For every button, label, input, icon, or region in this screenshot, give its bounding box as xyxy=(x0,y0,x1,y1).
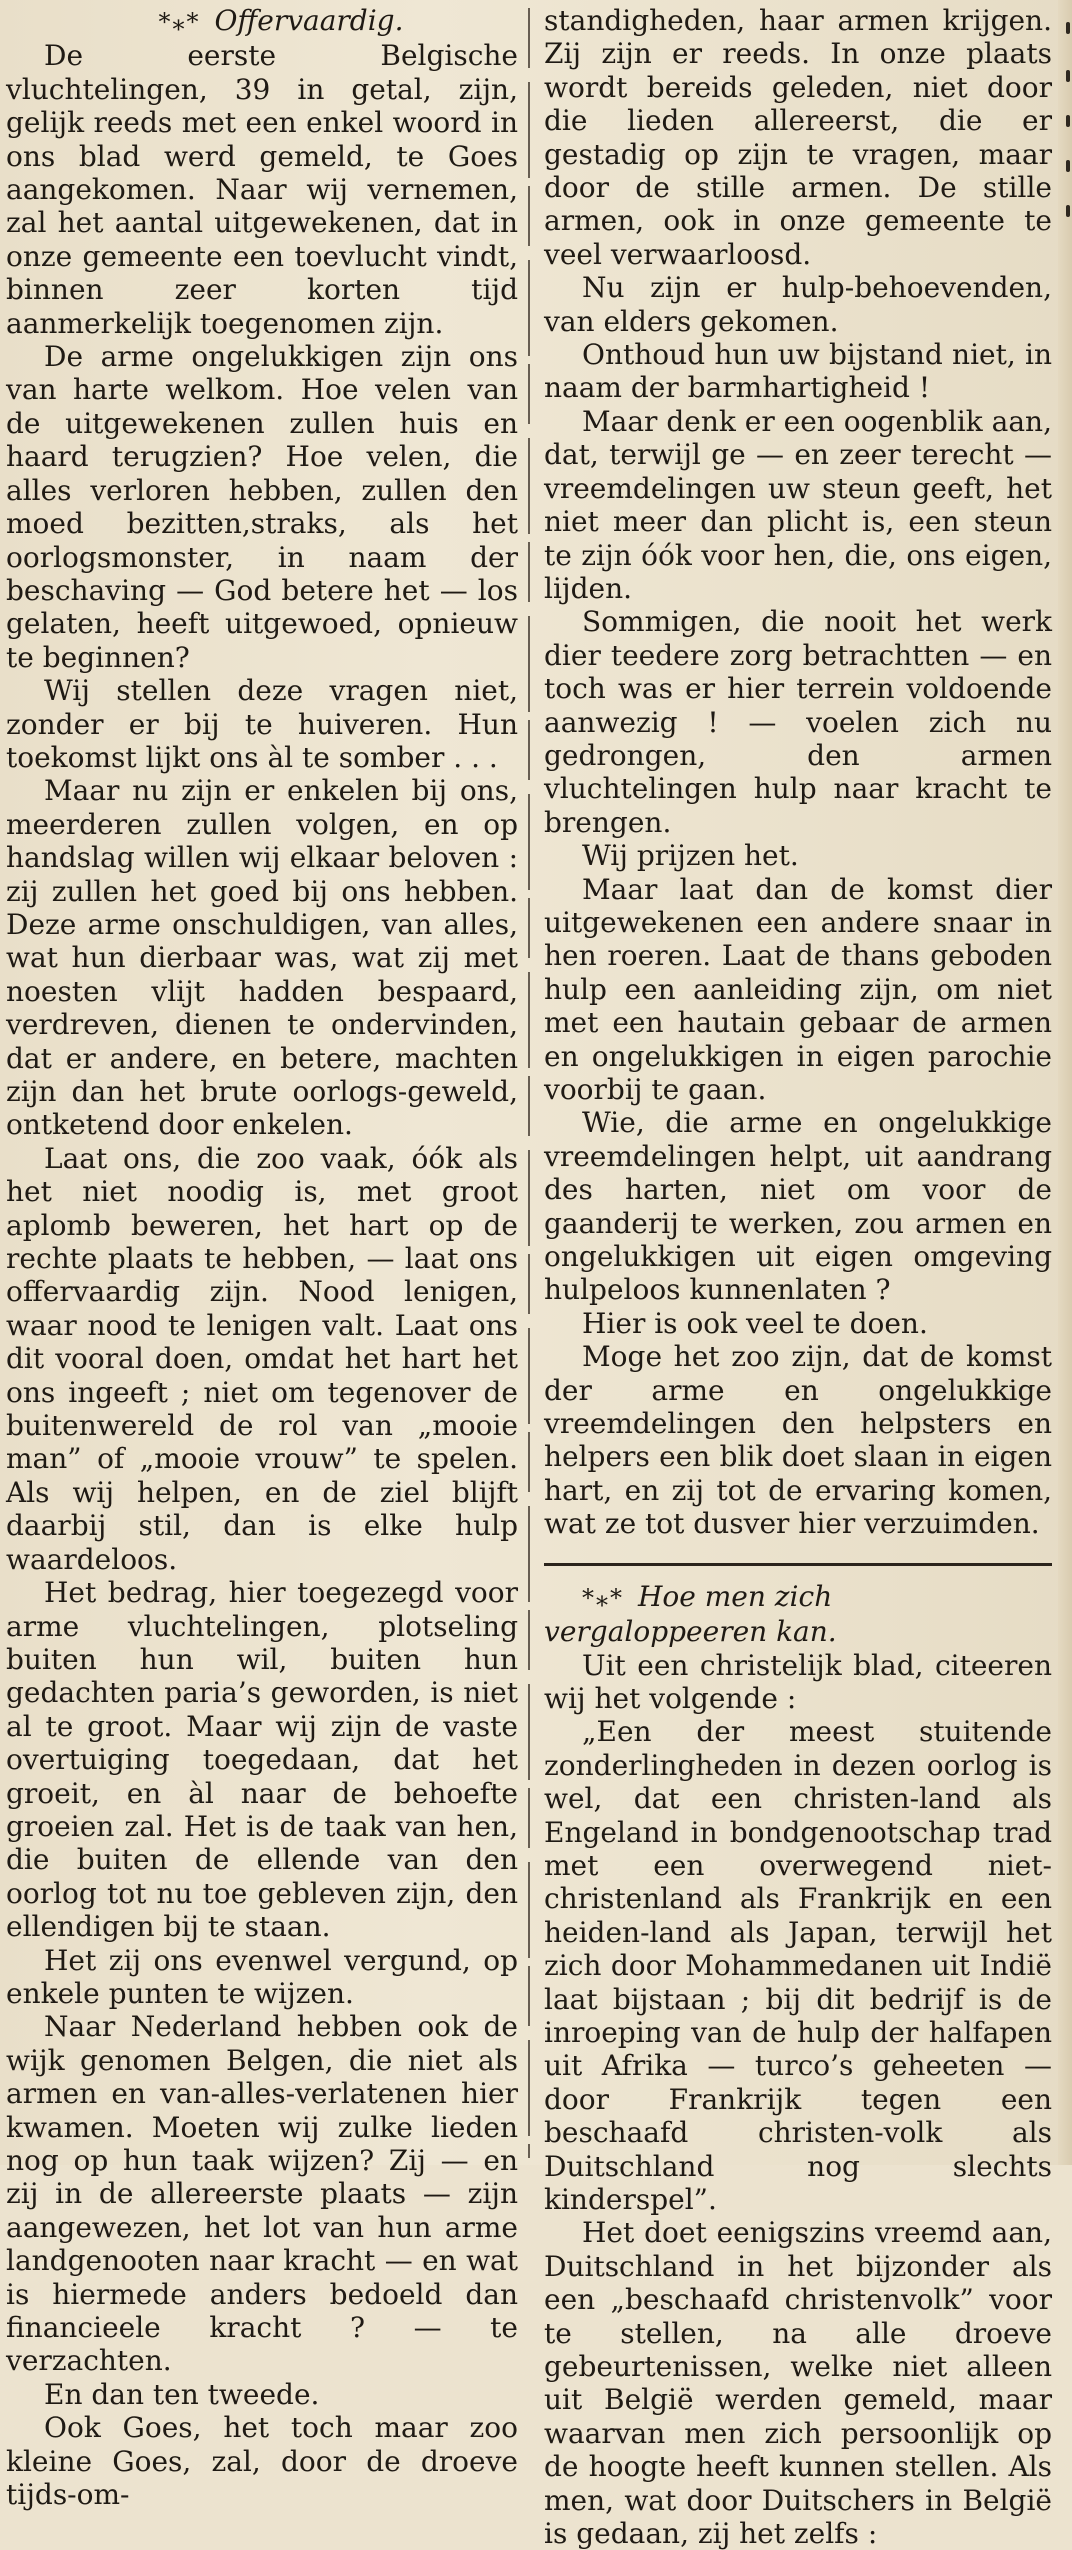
heading-asterisks: *⁎* xyxy=(158,8,201,36)
paragraph: De arme ongelukkigen zijn ons van harte welkom. Hoe velen van de uitgewekenen zullen huis en haard terugzien? Hoe velen, die alles verloren hebben, zullen den moed bezitten,straks, als het oorlogsmonster, in naam der beschaving — God betere het — los gelaten, heeft uitgewoed, opnieuw te beginnen? xyxy=(6,340,518,674)
paragraph: Hier is ook veel te doen. xyxy=(582,1306,928,1340)
heading-title: Hoe men zich vergaloppeeren kan. xyxy=(544,1579,837,1649)
left-column xyxy=(6,4,518,2511)
paragraph: Het bedrag, hier toegezegd voor arme vluchtelingen, plotseling buiten hun wil, buiten hun gedachten paria’s geworden, is niet al te groot. Maar wij zijn de vaste overtuiging toegedaan, dat het groeit, en àl naar de behoefte groeien zal. Het is de taak van hen, die buiten de ellende van den oorlog tot nu toe gebleven zijn, den ellendigen bij te staan. xyxy=(6,1576,518,1944)
paragraph: Laat ons, die zoo vaak, óók als het niet noodig is, met groot aplomb beweren, het hart op de rechte plaats te hebben, — laat ons offervaardig zijn. Nood lenigen, waar nood te lenigen valt. Laat ons dit vooral doen, omdat het hart het ons ingeeft ; niet om tegenover de buitenwereld de rol van „mooie man” of „mooie vrouw” te spelen. Als wij helpen, en de ziel blijft daarbij stil, dan is elke hulp waardeloos. xyxy=(6,1141,518,1576)
paragraph: Wij prijzen het. xyxy=(582,839,799,873)
edge-mark xyxy=(1066,205,1070,217)
paragraph: Nu zijn er hulp-behoevenden, van elders gekomen. xyxy=(544,271,1052,338)
column-divider xyxy=(528,8,530,2158)
section-divider xyxy=(544,1563,1052,1566)
paragraph: Ook Goes, het toch maar zoo kleine Goes, zal, door de droeve tijds-om- xyxy=(6,2411,518,2512)
heading-title: Offervaardig. xyxy=(214,4,404,37)
paragraph: Wij stellen deze vragen niet, zonder er bij te huiveren. Hun toekomst lijkt ons àl te somber . . . xyxy=(6,674,518,774)
paragraph: Maar nu zijn er enkelen bij ons, meerderen zullen volgen, en op handslag willen wij elkaar beloven : zij zullen het goed bij ons hebben. Deze arme onschuldigen, van alles, wat hun dierbaar was, wat zij met noesten vlijt hadden bespaard, verdreven, dienen te ondervinden, dat er andere, en betere, machten zijn dan het brute oorlogs-geweld, ontketend door enkelen. xyxy=(6,774,518,1142)
paragraph: Het zij ons evenwel vergund, op enkele punten te wijzen. xyxy=(6,1943,518,2010)
paragraph: Maar laat dan de komst dier uitgewekenen een andere snaar in hen roeren. Laat de thans geboden hulp een aanleiding zijn, om niet met een hautain gebaar de armen en ongelukkigen in eigen parochie voorbij te gaan. xyxy=(544,872,1052,1106)
page-edge xyxy=(1058,0,1072,2165)
edge-mark xyxy=(1066,70,1070,82)
right-column xyxy=(544,4,1052,2550)
paragraph: Onthoud hun uw bijstand niet, in naam der barmhartigheid ! xyxy=(544,338,1052,405)
article-heading-offervaardig xyxy=(6,4,518,39)
paragraph: Naar Nederland hebben ook de wijk genomen Belgen, die niet als armen en van-alles-verlatenen hier kwamen. Moeten wij zulke lieden nog op hun taak wijzen? Zij — en zij in de allereerste plaats — zijn aangewezen, het lot van hun arme landgenooten naar kracht — en wat is hiermede anders bedoeld dan financieele kracht ? — te verzachten. xyxy=(6,2010,518,2378)
edge-mark xyxy=(1066,160,1070,172)
paragraph: „Een der meest stuitende zonderlingheden in dezen oorlog is wel, dat een christen-land als Engeland in bondgenootschap trad met een overwegend niet-christenland als Frankrijk en een heiden-land als Japan, terwijl het zich door Mohammedanen uit Indië laat bijstaan ; bij dit bedrijf is de inroeping van de hulp der halfapen uit Afrika — turco’s geheeten — door Frankrijk tegen een beschaafd christen-volk als Duitschland nog slechts kinderspel”. xyxy=(544,1715,1052,2216)
heading-asterisks: *⁎* xyxy=(582,1583,624,1612)
paragraph: Het doet eenigszins vreemd aan, Duitschland in het bijzonder als een „beschaafd christenvolk” voor te stellen, na alle droeve gebeurtenissen, welke niet alleen uit België werden gemeld, maar waarvan men zich persoonlijk op de hoogte heeft kunnen stellen. Als men, wat door Duitschers in België is gedaan, zij het zelfs : xyxy=(544,2216,1052,2550)
edge-mark xyxy=(1066,115,1070,127)
edge-mark xyxy=(1066,22,1070,34)
paragraph: En dan ten tweede. xyxy=(44,2377,320,2411)
paragraph: Sommigen, die nooit het werk dier teedere zorg betrachtten — en toch was er hier terrein voldoende aanwezig ! — voelen zich nu gedrongen, den armen vluchtelingen hulp naar kracht te brengen. xyxy=(544,605,1052,839)
paragraph: Maar denk er een oogenblik aan, dat, terwijl ge — en zeer terecht — vreemdelingen uw steun geeft, het niet meer dan plicht is, een steun te zijn óók voor hen, die, ons eigen, lijden. xyxy=(544,404,1052,605)
paragraph: Wie, die arme en ongelukkige vreemdelingen helpt, uit aandrang des harten, niet om voor de gaanderij te werken, zou armen en ongelukkigen uit eigen omgeving hulpeloos kunnenlaten ? xyxy=(544,1106,1052,1307)
paragraph: De eerste Belgische vluchtelingen, 39 in getal, zijn, gelijk reeds met een enkel woord in ons blad werd gemeld, te Goes aangekomen. Naar wij vernemen, zal het aantal uitgewekenen, dat in onze gemeente een toevlucht vindt, binnen zeer korten tijd aanmerkelijk toegenomen zijn. xyxy=(6,39,518,340)
paragraph: Moge het zoo zijn, dat de komst der arme en ongelukkige vreemdelingen den helpsters en helpers een blik doet slaan in eigen hart, en zij tot de ervaring komen, wat ze tot dusver hier verzuimden. xyxy=(544,1340,1052,1541)
paragraph: standigheden, haar armen krijgen. Zij zijn er reeds. In onze plaats wordt bereids geleden, niet door die lieden allereerst, die er gestadig op zijn te vragen, maar door de stille armen. De stille armen, ook in onze gemeente te veel verwaarloosd. xyxy=(544,4,1052,271)
article-heading-vergaloppeeren xyxy=(544,1580,1052,1649)
paragraph: Uit een christelijk blad, citeeren wij het volgende : xyxy=(544,1648,1052,1715)
